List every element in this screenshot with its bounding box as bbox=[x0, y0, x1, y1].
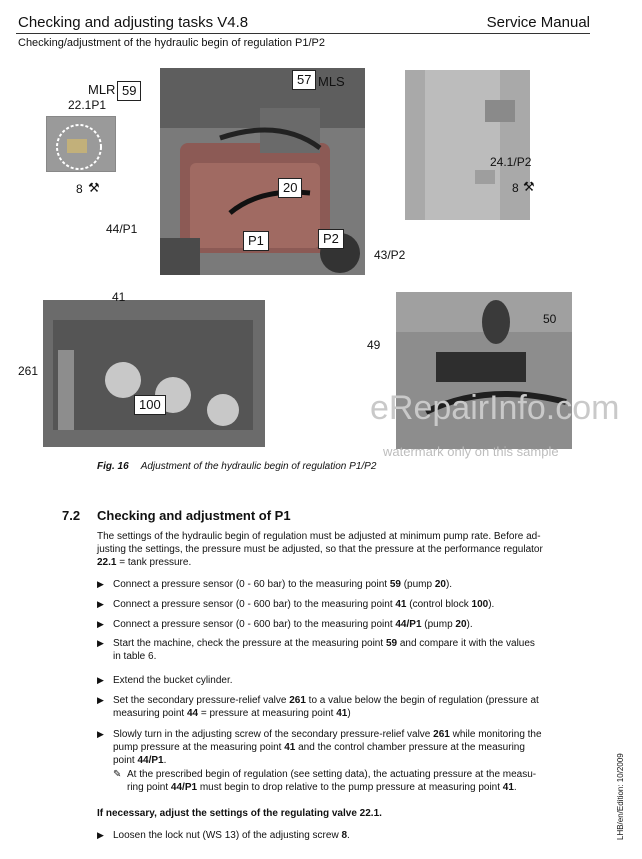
step-ref: 44/P1 bbox=[137, 755, 164, 766]
step-text-part: Connect a pressure sensor (0 - 60 bar) to the measuring point bbox=[113, 579, 390, 590]
figure-caption-text: Adjustment of the hydraulic begin of regulation P1/P2 bbox=[140, 461, 377, 472]
label-49: 49 bbox=[367, 338, 381, 352]
callout-59: 59 bbox=[117, 81, 141, 101]
step-text-part: Connect a pressure sensor (0 - 600 bar) to the measuring point bbox=[113, 619, 396, 630]
intro-line: The settings of the hydraulic begin of regulation must be adjusted at minimum pump rate. Before ad- bbox=[97, 531, 541, 542]
label-261: 261 bbox=[18, 364, 39, 378]
note-ref: 44/P1 bbox=[170, 782, 198, 793]
note-text-part: ring point bbox=[127, 782, 171, 793]
step-text bbox=[113, 694, 590, 720]
manual-type: Service Manual bbox=[486, 14, 590, 31]
edition-side-text: LHB/en/Edition: 10/2009 bbox=[616, 753, 625, 840]
bullet-arrow-icon: ▶ bbox=[97, 579, 104, 589]
step-text-part: (pump bbox=[421, 619, 456, 630]
watermark-note: watermark only on this sample bbox=[383, 444, 559, 459]
note-icon: ✎ bbox=[113, 769, 122, 780]
header-title: Checking and adjusting tasks V4.8 bbox=[18, 14, 249, 31]
step-ref: 44 bbox=[186, 708, 199, 719]
header-subtitle: Checking/adjustment of the hydraulic begin of regulation P1/P2 bbox=[18, 37, 325, 49]
label-22-1p1: 22.1P1 bbox=[68, 98, 107, 112]
step-text bbox=[113, 598, 590, 611]
header-rule bbox=[16, 33, 590, 34]
step-line bbox=[113, 637, 590, 650]
subheading-if-necessary: If necessary, adjust the settings of the regulating valve 22.1. bbox=[97, 808, 382, 819]
bullet-arrow-icon: ▶ bbox=[97, 729, 104, 739]
label-8-right: 8 bbox=[512, 181, 519, 195]
step-text-part: = pressure at measuring point bbox=[198, 708, 337, 719]
bullet-arrow-icon: ▶ bbox=[97, 638, 104, 648]
intro-bold-ref: 22.1 bbox=[97, 557, 117, 568]
callout-57: 57 bbox=[292, 70, 316, 90]
step-line bbox=[113, 694, 590, 707]
step-text-part: (control block bbox=[406, 599, 472, 610]
intro-line: justing the settings, the pressure must be adjusted, so that the pressure at the performance regulator bbox=[97, 544, 543, 555]
step-text-part: to a value below the begin of regulation (pressure at bbox=[305, 695, 539, 706]
step-ref: 41 bbox=[336, 708, 348, 719]
control-block-image bbox=[43, 300, 265, 447]
step-ref: 20 bbox=[434, 579, 446, 590]
callout-20: 20 bbox=[278, 178, 302, 198]
bullet-arrow-icon: ▶ bbox=[97, 830, 104, 840]
step-ref: 8 bbox=[341, 830, 348, 841]
step-ref: 41 bbox=[395, 599, 407, 610]
step-text-part: ). bbox=[445, 579, 453, 590]
figure-number: Fig. 16 bbox=[97, 461, 129, 472]
label-50: 50 bbox=[543, 312, 557, 326]
step-ref: 59 bbox=[385, 638, 398, 649]
step-text bbox=[113, 728, 590, 767]
step-text-part: while monitoring the bbox=[449, 729, 542, 740]
label-8-left: 8 bbox=[76, 182, 83, 196]
wrench-icon: ⚒ bbox=[88, 180, 100, 195]
label-43-p2: 43/P2 bbox=[374, 248, 406, 262]
callout-p1: P1 bbox=[243, 231, 269, 251]
step-ref: 20 bbox=[455, 619, 467, 630]
step-ref: 41 bbox=[284, 742, 296, 753]
step-text-part: . bbox=[347, 830, 350, 841]
step-text-part: ). bbox=[488, 599, 495, 610]
step-text-part: and compare it with the values bbox=[397, 638, 535, 649]
note-text bbox=[127, 768, 589, 794]
label-44-p1: 44/P1 bbox=[106, 222, 138, 236]
photo-detail-left bbox=[46, 116, 116, 172]
step-text-part: . bbox=[163, 755, 167, 766]
step-text bbox=[113, 637, 590, 663]
bullet-arrow-icon: ▶ bbox=[97, 695, 104, 705]
intro-paragraph bbox=[97, 530, 587, 569]
step-text bbox=[113, 618, 590, 631]
step-line bbox=[113, 728, 590, 741]
step-text bbox=[113, 829, 590, 842]
note-line: At the prescribed begin of regulation (see setting data), the actuating pressure at the measu- bbox=[127, 769, 537, 780]
right-block-image bbox=[405, 70, 530, 220]
step-line bbox=[113, 741, 590, 754]
step-line: in table 6. bbox=[113, 651, 157, 662]
photo-right-block bbox=[405, 70, 530, 220]
step-ref: 59 bbox=[389, 579, 401, 590]
step-text-part: ). bbox=[466, 619, 473, 630]
step-text-part: Start the machine, check the pressure at the measuring point bbox=[113, 638, 386, 649]
step-text-part: Connect a pressure sensor (0 - 600 bar) to the measuring point bbox=[113, 599, 396, 610]
bullet-arrow-icon: ▶ bbox=[97, 599, 104, 609]
intro-line bbox=[97, 556, 587, 569]
label-41: 41 bbox=[112, 290, 126, 304]
step-text-part: point bbox=[113, 755, 138, 766]
step-text: Extend the bucket cylinder. bbox=[113, 675, 233, 686]
section-title: Checking and adjustment of P1 bbox=[97, 508, 291, 523]
label-mlr: MLR bbox=[88, 82, 116, 97]
step-ref: 100 bbox=[471, 599, 489, 610]
intro-line-text: = tank pressure. bbox=[116, 557, 192, 568]
callout-p2: P2 bbox=[318, 229, 344, 249]
label-24-1-p2: 24.1/P2 bbox=[490, 155, 532, 169]
step-line bbox=[113, 754, 590, 767]
bullet-arrow-icon: ▶ bbox=[97, 675, 104, 685]
photo-control-block bbox=[43, 300, 265, 447]
note-line bbox=[127, 781, 589, 794]
step-text-part: ) bbox=[347, 708, 351, 719]
section-number: 7.2 bbox=[62, 508, 81, 523]
detail-left-image bbox=[47, 117, 115, 171]
step-text-part: Slowly turn in the adjusting screw of the secondary pressure-relief valve bbox=[113, 729, 434, 740]
step-text bbox=[113, 578, 590, 591]
note-ref: 41 bbox=[502, 782, 514, 793]
wrench-icon: ⚒ bbox=[523, 179, 535, 194]
step-text-part: and the control chamber pressure at the measuring bbox=[295, 742, 525, 753]
step-ref: 44/P1 bbox=[395, 619, 422, 630]
step-text-part: pump pressure at the measuring point bbox=[113, 742, 285, 753]
step-text-part: Set the secondary pressure-relief valve bbox=[113, 695, 290, 706]
step-text-part: Loosen the lock nut (WS 13) of the adjusting screw bbox=[113, 830, 342, 841]
note-text-part: . bbox=[513, 782, 517, 793]
figure-caption bbox=[97, 461, 376, 472]
step-ref: 261 bbox=[433, 729, 450, 740]
step-ref: 261 bbox=[289, 695, 306, 706]
step-line bbox=[113, 707, 590, 720]
note-text-part: must begin to drop relative to the pump pressure at measuring point bbox=[197, 782, 503, 793]
step-text-part: (pump bbox=[400, 579, 435, 590]
callout-100: 100 bbox=[134, 395, 166, 415]
step-text-part: measuring point bbox=[113, 708, 187, 719]
watermark-text: eRepairInfo.com bbox=[370, 389, 620, 427]
bullet-arrow-icon: ▶ bbox=[97, 619, 104, 629]
label-mls: MLS bbox=[318, 74, 345, 89]
